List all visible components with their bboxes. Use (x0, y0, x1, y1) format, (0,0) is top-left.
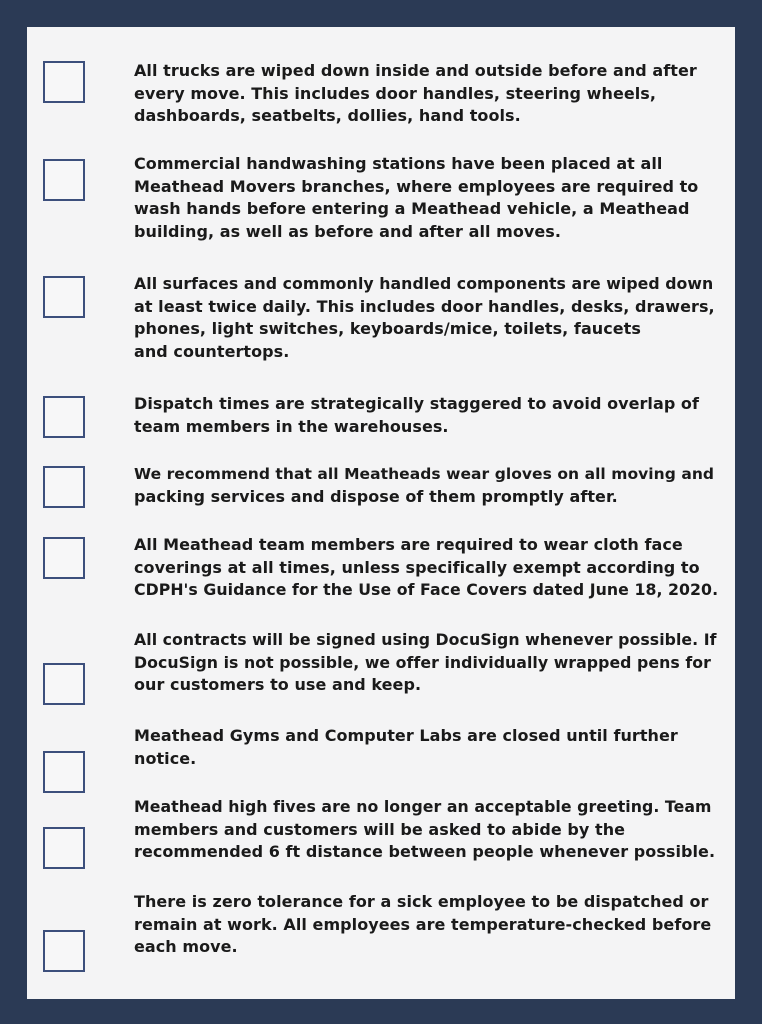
checklist-item-text (134, 891, 719, 959)
text-line: All trucks are wiped down inside and outside before and after (134, 61, 697, 80)
text-line: dashboards, seatbelts, dollies, hand tools. (134, 106, 521, 126)
checkbox[interactable] (43, 466, 85, 508)
text-line: and countertops. (134, 341, 290, 361)
checklist-item-text (134, 393, 719, 438)
checklist-item-text (134, 725, 719, 770)
text-line: Meathead Gyms and Computer Labs are closed until further (134, 726, 678, 745)
checkbox[interactable] (43, 751, 85, 793)
checkbox[interactable] (43, 396, 85, 438)
checkbox[interactable] (43, 537, 85, 579)
checklist-item-text (134, 273, 719, 363)
text-line: DocuSign is not possible, we offer individually wrapped pens for (134, 652, 711, 672)
text-line: packing services and dispose of them promptly after. (134, 486, 618, 506)
checklist-item-text (134, 153, 719, 243)
checkbox[interactable] (43, 61, 85, 103)
text-line: each move. (134, 937, 238, 957)
text-line: members and customers will be asked to abide by the (134, 819, 626, 839)
text-line: wash hands before entering a Meathead vehicle, a Meathead (134, 199, 690, 219)
text-line: our customers to use and keep. (134, 675, 422, 695)
text-line: building, as well as before and after all moves. (134, 221, 561, 241)
checklist-item-text (134, 534, 719, 602)
text-line: team members in the warehouses. (134, 416, 449, 436)
text-line: There is zero tolerance for a sick employee to be dispatched or (134, 892, 709, 911)
text-line: phones, light switches, keyboards/mice, toilets, faucets (134, 319, 641, 339)
checkbox[interactable] (43, 827, 85, 869)
checklist-sheet (27, 27, 735, 999)
checklist-item-text (134, 796, 719, 864)
text-line: coverings at all times, unless specifically exempt according to (134, 557, 700, 577)
checklist-item-text (134, 629, 719, 697)
text-line: Meathead high fives are no longer an acceptable greeting. Team (134, 797, 712, 816)
checkbox[interactable] (43, 930, 85, 972)
checkbox[interactable] (43, 276, 85, 318)
text-line: remain at work. All employees are temperature-checked before (134, 914, 712, 934)
text-line: recommended 6 ft distance between people whenever possible. (134, 842, 716, 862)
text-line: every move. This includes door handles, steering wheels, (134, 83, 656, 103)
checkbox[interactable] (43, 159, 85, 201)
text-line: All surfaces and commonly handled components are wiped down (134, 274, 714, 293)
text-line: All Meathead team members are required to wear cloth face (134, 535, 683, 554)
text-line: Commercial handwashing stations have been placed at all (134, 154, 663, 173)
checkbox[interactable] (43, 663, 85, 705)
text-line: Dispatch times are strategically staggered to avoid overlap of (134, 394, 699, 413)
text-line: Meathead Movers branches, where employees are required to (134, 176, 699, 196)
checklist-item-text (134, 463, 719, 508)
text-line: notice. (134, 748, 197, 768)
checklist-item-text (134, 60, 719, 128)
text-line: We recommend that all Meatheads wear gloves on all moving and (134, 465, 715, 483)
text-line: All contracts will be signed using DocuSign whenever possible. If (134, 630, 717, 649)
text-line: CDPH's Guidance for the Use of Face Covers dated June 18, 2020. (134, 580, 719, 600)
text-line: at least twice daily. This includes door handles, desks, drawers, (134, 296, 715, 316)
